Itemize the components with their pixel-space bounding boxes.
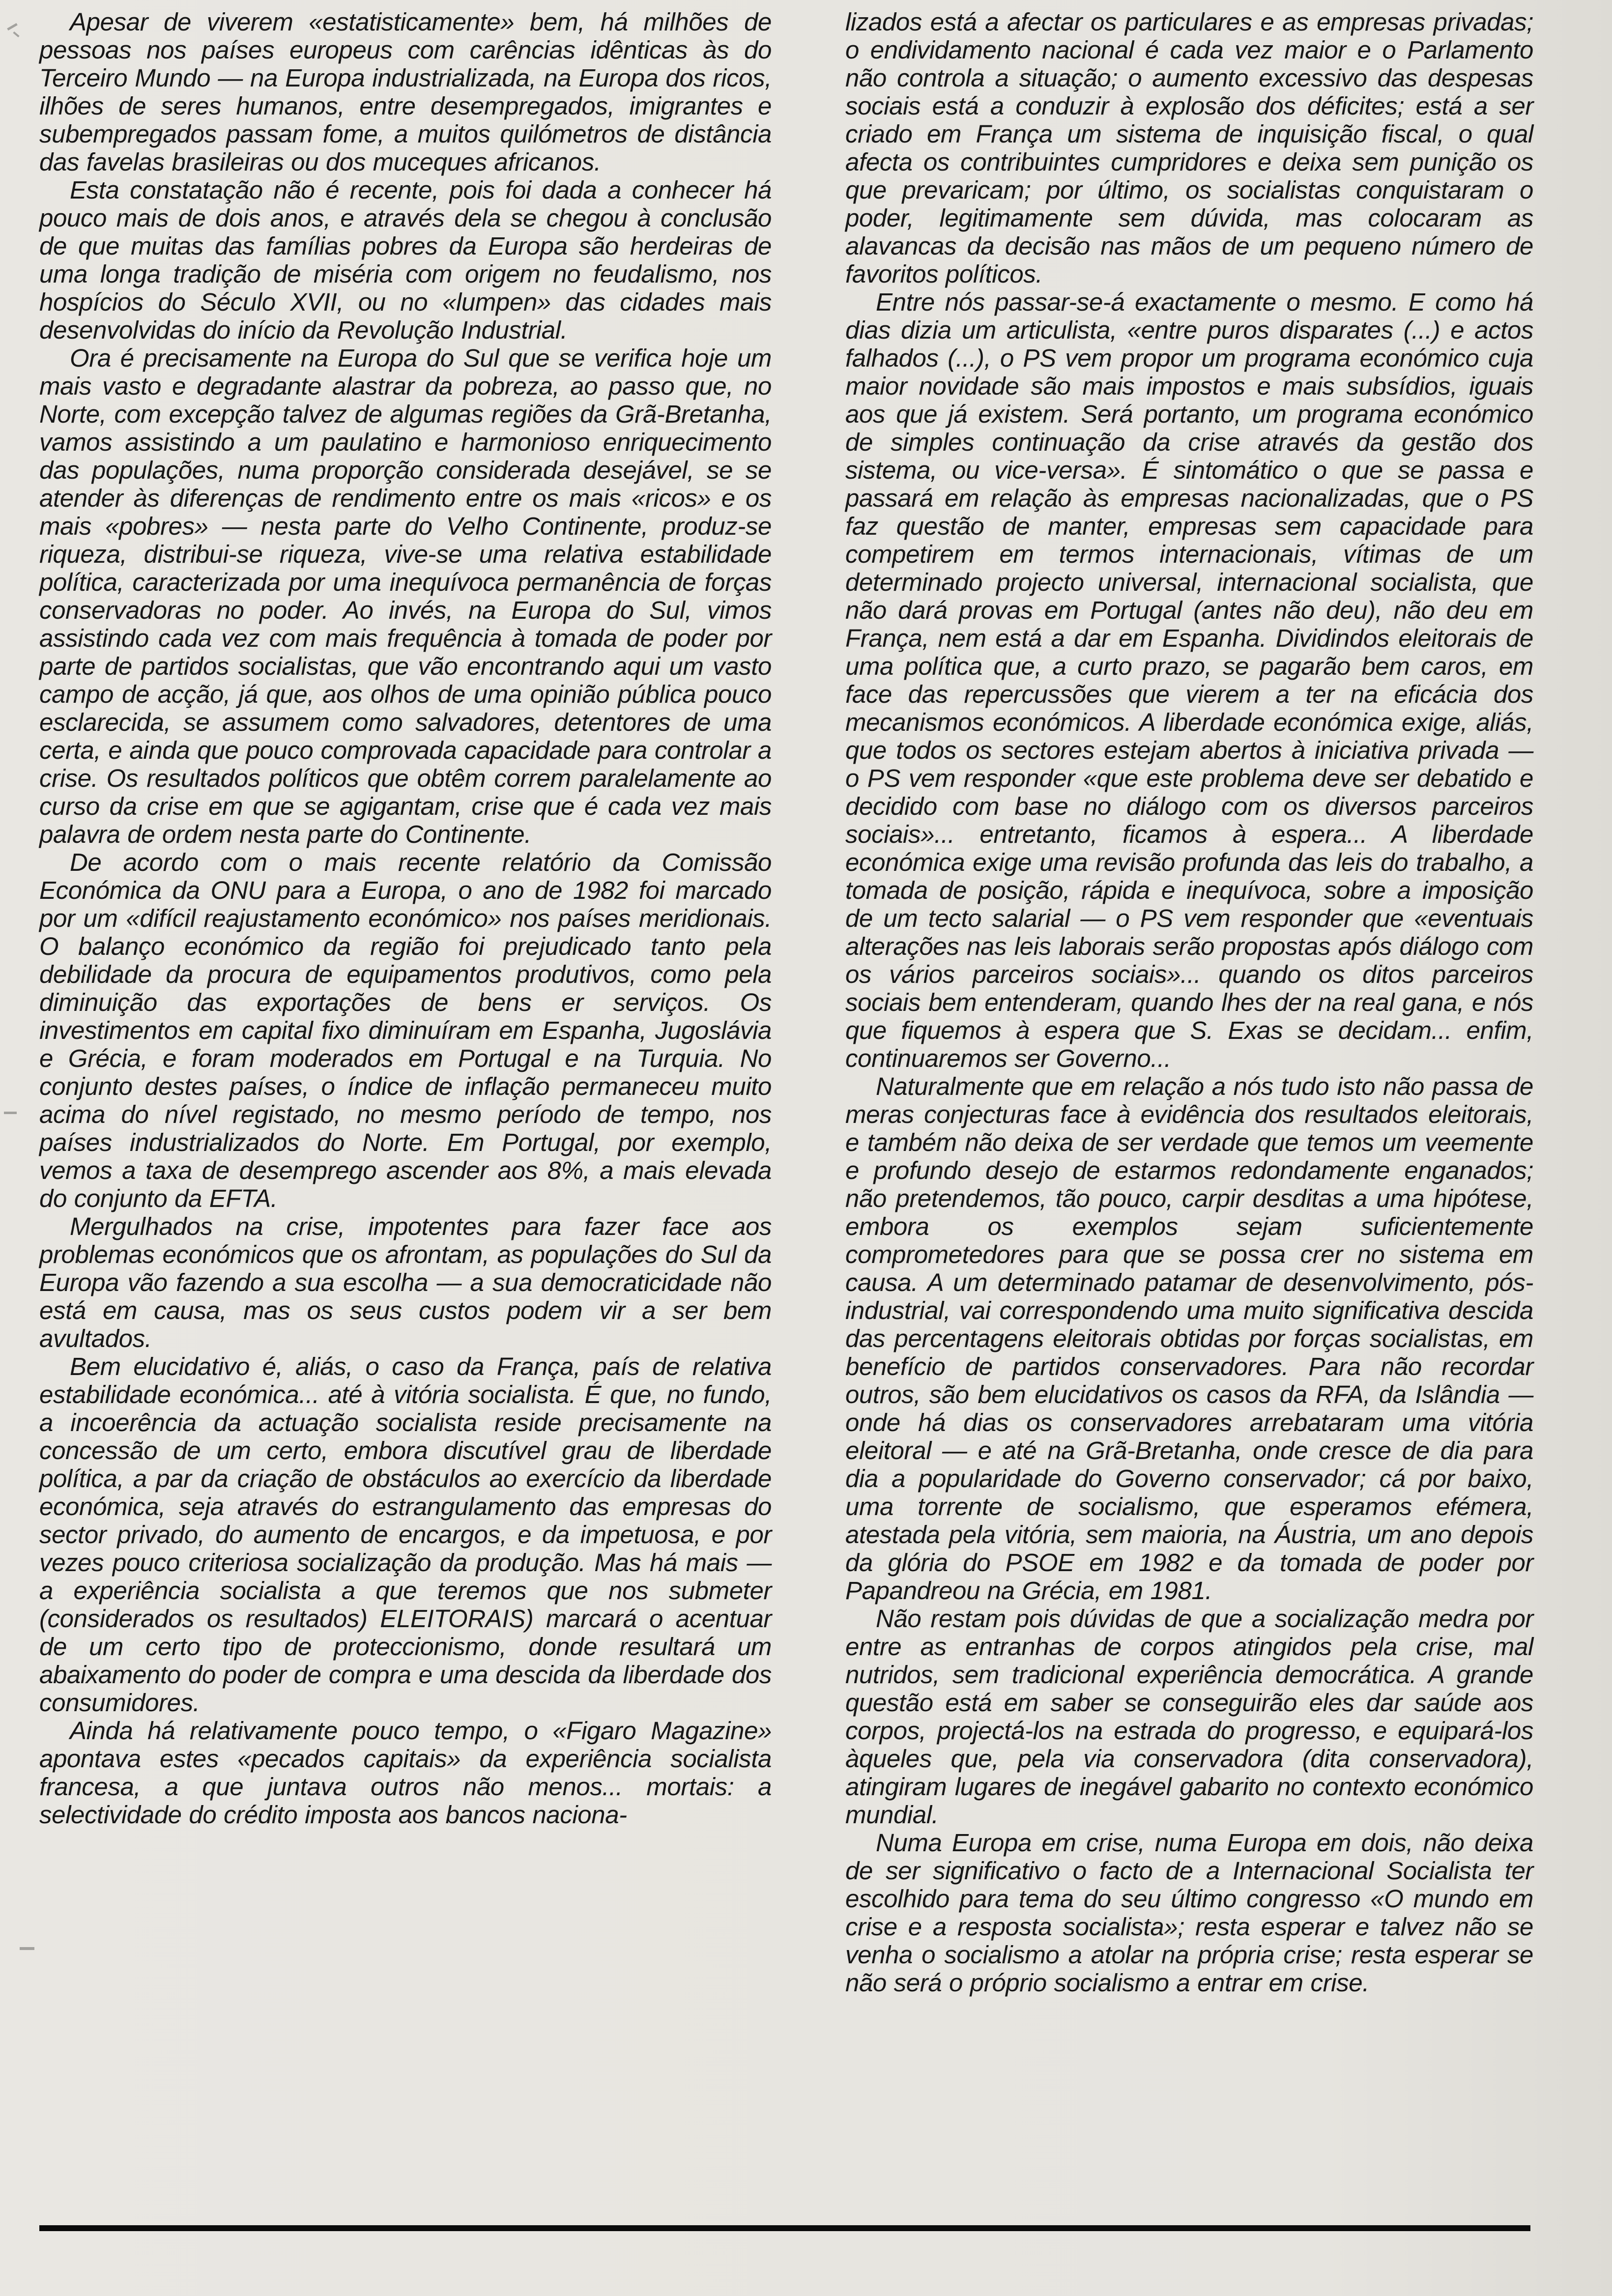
bottom-horizontal-rule <box>39 2225 1530 2231</box>
scan-artifact <box>4 1112 17 1114</box>
paragraph: Numa Europa em crise, numa Europa em dois, não deixa de ser significativo o facto de a Internacional Socialista ter escolhido para tema do seu último congresso «O mundo em crise e a resposta socialista»; resta esperar e talvez não se venha o socialismo a atolar na própria crise; resta esperar se não será o próprio socialismo a entrar em crise. <box>845 1829 1533 1997</box>
paragraph: Ainda há relativamente pouco tempo, o «Figaro Magazine» apontava estes «pecados capitais» da experiência socialista francesa, a que juntava outros não menos... mortais: a selectividade do crédito imposta aos bancos naciona- <box>39 1717 772 1829</box>
paragraph: Esta constatação não é recente, pois foi dada a conhecer há pouco mais de dois anos, e através dela se chegou à conclusão de que muitas das famílias pobres da Europa são herdeiras de uma longa tradição de miséria com origem no feudalismo, nos hospícios do Século XVII, ou no «lumpen» das cidades mais desenvolvidas do início da Revolução Industrial. <box>39 176 772 344</box>
paragraph: Mergulhados na crise, impotentes para fazer face aos problemas económicos que os afrontam, as populações do Sul da Europa vão fazendo a sua escolha — a sua democraticidade não está em causa, mas os seus custos podem vir a ser bem avultados. <box>39 1212 772 1352</box>
paragraph: Ora é precisamente na Europa do Sul que se verifica hoje um mais vasto e degradante alastrar da pobreza, ao passo que, no Norte, com excepção talvez de algumas regiões da Grã-Bretanha, vamos assistindo a um paulatino e harmonioso enriquecimento das populações, numa proporção considerada desejável, se se atender às diferenças de rendimento entre os mais «ricos» e os mais «pobres» — nesta parte do Velho Continente, produz-se riqueza, distribui-se riqueza, vive-se uma relativa estabilidade política, caracterizada por uma inequívoca permanência de forças conservadoras no poder. Ao invés, na Europa do Sul, vimos assistindo cada vez com mais frequência à tomada de poder por parte de partidos socialistas, que vão encontrando aqui um vasto campo de acção, já que, aos olhos de uma opinião pública pouco esclarecida, se assumem como salvadores, detentores de uma certa, e ainda que pouco comprovada capacidade para controlar a crise. Os resultados políticos que obtêm correm paralelamente ao curso da crise em que se agigantam, crise que é cada vez mais palavra de ordem nesta parte do Continente. <box>39 344 772 848</box>
right-column <box>845 8 1533 1997</box>
paragraph: lizados está a afectar os particulares e as empresas privadas; o endividamento nacional é cada vez maior e o Parlamento não controla a situação; o aumento excessivo das despesas sociais está a conduzir à explosão dos déficites; está a ser criado em França um sistema de inquisição fiscal, o qual afecta os contribuintes cumpridores e deixa sem punição os que prevaricam; por último, os socialistas conquistaram o poder, legitimamente sem dúvida, mas colocaram as alavancas da decisão nas mãos de um pequeno número de favoritos políticos. <box>845 8 1533 288</box>
paragraph: Entre nós passar-se-á exactamente o mesmo. E como há dias dizia um articulista, «entre puros disparates (...) e actos falhados (...), o PS vem propor um programa económico cuja maior novidade são mais impostos e mais subsídios, iguais aos que já existem. Será portanto, um programa económico de simples continuação da crise através da gestão dos sistema, ou vice-versa». É sintomático o que se passa e passará em relação às empresas nacionalizadas, que o PS faz questão de manter, empresas sem capacidade para competirem em termos internacionais, vítimas de um determinado projecto universal, internacional socialista, que não dará provas em Portugal (antes não deu), não deu em França, nem está a dar em Espanha. Dividindos eleitorais de uma política que, a curto prazo, se pagarão bem caros, em face das repercussões que vierem a ter na eficácia dos mecanismos económicos. A liberdade económica exige, aliás, que todos os sectores estejam abertos à iniciativa privada — o PS vem responder «que este problema deve ser debatido e decidido com base no diálogo com os diversos parceiros sociais»... entretanto, ficamos à espera... A liberdade económica exige uma revisão profunda das leis do trabalho, a tomada de posição, rápida e inequívoca, sobre a imposição de um tecto salarial — o PS vem responder que «eventuais alterações nas leis laborais serão propostas após diálogo com os vários parceiros sociais»... quando os ditos parceiros sociais bem entenderam, quando lhes der na real gana, e nós que fiquemos à espera que S. Exas se decidam... enfim, continuaremos ser Governo... <box>845 288 1533 1072</box>
paragraph: Bem elucidativo é, aliás, o caso da França, país de relativa estabilidade económica... até à vitória socialista. É que, no fundo, a incoerência da actuação socialista reside precisamente na concessão de um certo, embora discutível grau de liberdade política, a par da criação de obstáculos ao exercício da liberdade económica, seja através do estrangulamento das empresas do sector privado, do aumento de encargos, e da impetuosa, e por vezes pouco criteriosa socialização da produção. Mas há mais — a experiência socialista a que teremos que nos submeter (considerados os resultados) ELEITORAIS) marcará o acentuar de um certo tipo de proteccionismo, donde resultará um abaixamento do poder de compra e uma descida da liberdade dos consumidores. <box>39 1352 772 1717</box>
scan-artifact <box>20 1947 34 1950</box>
left-column <box>39 8 772 1997</box>
paragraph: Não restam pois dúvidas de que a socialização medra por entre as entranhas de corpos atingidos pela crise, mal nutridos, sem tradicional experiência democrática. A grande questão está em saber se conseguirão eles dar saúde aos corpos, projectá-los na estrada do progresso, e equipará-los àqueles que, pela via conservadora (dita conservadora), atingiram lugares de inegável gabarito no contexto económico mundial. <box>845 1605 1533 1829</box>
paragraph: Naturalmente que em relação a nós tudo isto não passa de meras conjecturas face à evidência dos resultados eleitorais, e também não deixa de ser verdade que temos um veemente e profundo desejo de estarmos redondamente enganados; não pretendemos, tão pouco, carpir desditas a uma hipótese, embora os exemplos sejam suficientemente comprometedores para que se possa crer no sistema em causa. A um determinado patamar de desenvolvimento, pós-industrial, vai correspondendo uma muito significativa descida das percentagens eleitorais obtidas por forças socialistas, em benefício de partidos conservadores. Para não recordar outros, são bem elucidativos os casos da RFA, da Islândia — onde há dias os conservadores arrebataram uma vitória eleitoral — e até na Grã-Bretanha, onde cresce de dia para dia a popularidade do Governo conservador; cá por baixo, uma torrente de socialismo, que esperamos efémera, atestada pela vitória, sem maioria, na Áustria, um ano depois da glória do PSOE em 1982 e da tomada de poder por Papandreou na Grécia, em 1981. <box>845 1072 1533 1605</box>
paragraph: De acordo com o mais recente relatório da Comissão Económica da ONU para a Europa, o ano de 1982 foi marcado por um «difícil reajustamento económico» nos países meridionais. O balanço económico da região foi prejudicado tanto pela debilidade da procura de equipamentos produtivos, como pela diminuição das exportações de bens er serviços. Os investimentos em capital fixo diminuíram em Espanha, Jugoslávia e Grécia, e foram moderados em Portugal e na Turquia. No conjunto destes países, o índice de inflação permaneceu muito acima do nível registado, no mesmo período de tempo, nos países industrializados do Norte. Em Portugal, por exemplo, vemos a taxa de desemprego ascender aos 8%, a mais elevada do conjunto da EFTA. <box>39 848 772 1212</box>
paragraph: Apesar de viverem «estatisticamente» bem, há milhões de pessoas nos países europeus com carências idênticas às do Terceiro Mundo — na Europa industrializada, na Europa dos ricos, ilhões de seres humanos, entre desempregados, imigrantes e subempregados passam fome, a muitos quilómetros de distância das favelas brasileiras ou dos muceques africanos. <box>39 8 772 176</box>
